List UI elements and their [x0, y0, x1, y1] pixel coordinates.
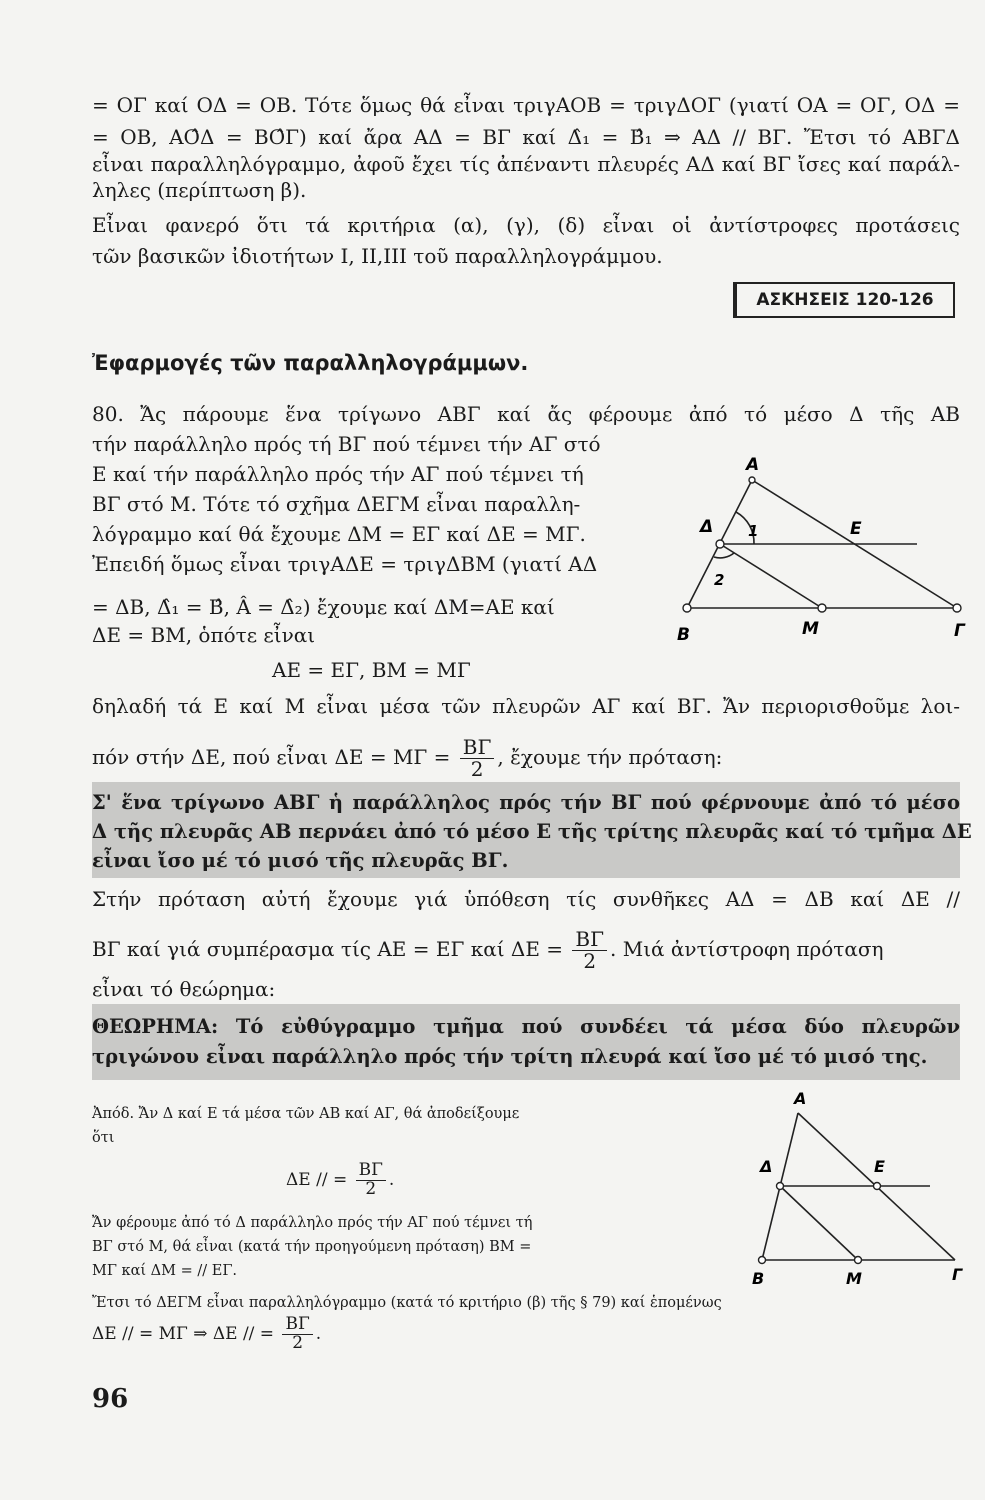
page-number: 96 — [92, 1384, 129, 1414]
proposition-line: Σ' ἕνα τρίγωνο ΑΒΓ ἡ παράλληλος πρός τήν ΒΓ πού φέρνουμε ἀπό τό μέσο — [92, 791, 960, 814]
text-line: Εἶναι φανερό ὅτι τά κριτήρια (α), (γ), (δ) εἶναι οἱ ἀντίστροφες προτάσεις — [92, 213, 960, 237]
theorem-line: ΘΕΩΡΗΜΑ: Τό εὐθύγραμμο τμῆμα πού συνδέει τά μέσα δύο πλευρῶν — [92, 1015, 960, 1038]
label-e: Ε — [874, 1157, 885, 1176]
text-fragment: ΒΓ καί γιά συμπέρασμα τίς ΑΕ = ΕΓ καί ΔΕ = — [92, 937, 570, 961]
point-d — [777, 1183, 784, 1190]
angle-1-label: 1 — [748, 522, 759, 540]
angle-2-label: 2 — [714, 571, 725, 589]
proof-line: ΒΓ στό Μ, θά εἶναι (κατά τήν προηγούμενη πρόταση) ΒΜ = — [92, 1239, 532, 1255]
fraction-bg-over-2 — [572, 929, 607, 972]
text-line: τήν παράλληλο πρός τή ΒΓ πού τέμνει τήν ΑΓ στό — [92, 432, 601, 456]
text-fragment: πόν στήν ΔΕ, πού εἶναι ΔΕ = ΜΓ = — [92, 745, 457, 769]
segment-dm — [720, 544, 822, 608]
point-a — [749, 477, 755, 483]
exercises-box: ΑΣΚΗΣΕΙΣ 120-126 — [733, 282, 955, 318]
text-fragment: . Μιά ἀντίστροφη πρόταση — [610, 937, 884, 961]
point-m — [818, 604, 826, 612]
text-line: τῶν βασικῶν ἰδιοτήτων Ι, ΙΙ,ΙΙΙ τοῦ παραλληλογράμμου. — [92, 244, 663, 268]
text-line: = ΔΒ, Δ̂₁ = Β̂, Â = Δ̂₂) ἔχουμε καί ΔΜ=ΑΕ καί — [92, 595, 555, 619]
text-line: λόγραμμο καί θά ἔχουμε ΔΜ = ΕΓ καί ΔΕ = ΜΓ. — [92, 522, 586, 546]
fraction-bg-over-2 — [356, 1162, 386, 1199]
label-m: Μ — [846, 1269, 862, 1288]
proof-line: Ἔτσι τό ΔΕΓΜ εἶναι παραλληλόγραμμο (κατά τό κριτήριο (β) τῆς § 79) καί ἑπομένως — [92, 1295, 722, 1311]
fraction-denominator: 2 — [583, 949, 597, 973]
text-line: Ε καί τήν παράλληλο πρός τήν ΑΓ πού τέμνει τή — [92, 462, 584, 486]
label-a: Α — [794, 1089, 807, 1108]
label-a: Α — [746, 455, 760, 475]
text-line: = ΟΓ καί ΟΔ = ΟΒ. Τότε ὅμως θά εἶναι τριγΑΟΒ = τριγΔΟΓ (γιατί ΟΑ = ΟΓ, ΟΔ = — [92, 93, 960, 117]
point-b — [759, 1257, 766, 1264]
text-line: ΔΕ = ΒΜ, ὁπότε εἶναι — [92, 623, 316, 647]
fraction-numerator: ΒΓ — [282, 1316, 312, 1335]
paragraph-80-line: 80. Ἄς πάρουμε ἕνα τρίγωνο ΑΒΓ καί ἄς φέρουμε ἀπό τό μέσο Δ τῆς ΑΒ — [92, 402, 960, 426]
fraction-denominator: 2 — [292, 1332, 304, 1353]
fraction-numerator: ΒΓ — [572, 929, 607, 951]
proposition-line: Δ τῆς πλευρᾶς ΑΒ περνάει ἀπό τό μέσο Ε τῆς τρίτης πλευρᾶς καί τό τμῆμα ΔΕ — [92, 820, 972, 843]
fraction-bg-over-2 — [282, 1316, 312, 1353]
text-line — [92, 929, 960, 972]
point-m — [855, 1257, 862, 1264]
label-m: Μ — [802, 619, 819, 639]
proof-line: ὅτι — [92, 1130, 115, 1146]
text-line: = ΟΒ, ΑΟ̂Δ = ΒΟ̂Γ) καί ἄρα ΑΔ = ΒΓ καί Δ̂₁ = Β̂₁ ⇒ ΑΔ // ΒΓ. Ἔτσι τό ΑΒΓΔ — [92, 125, 960, 149]
section-heading: Ἐφαρμογές τῶν παραλληλογράμμων. — [92, 351, 529, 375]
label-g: Γ — [952, 1265, 963, 1284]
label-b: Β — [677, 625, 690, 645]
segment-dm — [780, 1186, 858, 1260]
label-g: Γ — [954, 621, 965, 641]
equation-line: ΑΕ = ΕΓ, ΒΜ = ΜΓ — [272, 658, 471, 682]
fraction-numerator: ΒΓ — [356, 1162, 386, 1181]
fraction-denominator: 2 — [470, 757, 484, 781]
label-e: Ε — [850, 519, 862, 539]
text-line: Στήν πρόταση αὐτή ἔχουμε γιά ὑπόθεση τίς συνθῆκες ΑΔ = ΔΒ καί ΔΕ // — [92, 887, 960, 911]
theorem-line: τριγώνου εἶναι παράλληλο πρός τήν τρίτη πλευρά καί ἴσο μέ τό μισό της. — [92, 1045, 928, 1068]
label-d: Δ — [760, 1157, 773, 1176]
point-d — [716, 540, 724, 548]
proof-line: Ἀπόδ. Ἄν Δ καί Ε τά μέσα τῶν ΑΒ καί ΑΓ, θά ἀποδείξουμε — [92, 1106, 520, 1122]
point-e — [874, 1183, 881, 1190]
text-line: δηλαδή τά Ε καί Μ εἶναι μέσα τῶν πλευρῶν ΑΓ καί ΒΓ. Ἄν περιορισθοῦμε λοι- — [92, 694, 960, 718]
text-line — [92, 737, 960, 780]
label-d: Δ — [700, 517, 714, 537]
text-fragment: , ἔχουμε τήν πρόταση: — [497, 745, 723, 769]
text-fragment: ΔΕ // = — [286, 1169, 353, 1190]
text-fragment: . — [315, 1323, 322, 1344]
final-equation — [92, 1316, 960, 1353]
fraction-numerator: ΒΓ — [460, 737, 495, 759]
proposition-line: εἶναι ἴσο μέ τό μισό τῆς πλευρᾶς ΒΓ. — [92, 849, 509, 872]
fraction-denominator: 2 — [365, 1178, 377, 1199]
triangle-figure-2 — [740, 1088, 970, 1288]
proof-line: Ἄν φέρουμε ἀπό τό Δ παράλληλο πρός τήν ΑΓ πού τέμνει τή — [92, 1215, 533, 1231]
label-b: Β — [752, 1269, 765, 1288]
text-fragment: ΔΕ // = ΜΓ ⇒ ΔΕ // = — [92, 1323, 280, 1344]
proof-line: ΜΓ καί ΔΜ = // ΕΓ. — [92, 1263, 237, 1279]
angle-2-arc — [714, 553, 734, 558]
proof-equation — [286, 1162, 586, 1199]
text-line: ΒΓ στό Μ. Τότε τό σχῆμα ΔΕΓΜ εἶναι παραλλη- — [92, 492, 581, 516]
text-fragment: . — [388, 1169, 395, 1190]
text-line: εἶναι τό θεώρημα: — [92, 977, 276, 1001]
point-b — [683, 604, 691, 612]
text-line: ληλες (περίπτωση β). — [92, 178, 307, 202]
triangle-figure-1 — [662, 450, 972, 650]
text-line: εἶναι παραλληλόγραμμο, ἀφοῦ ἔχει τίς ἀπέναντι πλευρές ΑΔ καί ΒΓ ἴσες καί παράλ- — [92, 152, 960, 176]
fraction-bg-over-2 — [460, 737, 495, 780]
text-line: Ἐπειδή ὅμως εἶναι τριγΑΔΕ = τριγΔΒΜ (γιατί ΑΔ — [92, 552, 598, 576]
point-g — [953, 604, 961, 612]
